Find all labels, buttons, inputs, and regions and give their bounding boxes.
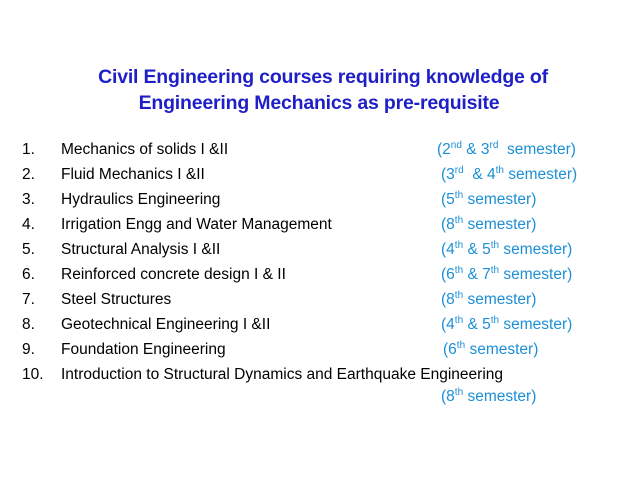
- course-number: 3.: [22, 191, 35, 208]
- course-number: 4.: [22, 216, 35, 233]
- course-name: Hydraulics Engineering: [61, 191, 221, 208]
- slide-title: [0, 64, 638, 116]
- course-semester: (6th & 7th semester): [441, 264, 573, 283]
- course-item-7: [0, 288, 638, 312]
- course-item-9: [0, 338, 638, 362]
- course-name: Introduction to Structural Dynamics and Earthquake Engineering: [61, 366, 503, 383]
- course-number: 1.: [22, 141, 35, 158]
- course-number: 10.: [22, 366, 44, 383]
- course-item-10: [0, 363, 638, 387]
- course-name: Mechanics of solids I &II: [61, 141, 229, 158]
- course-name: Fluid Mechanics I &II: [61, 166, 205, 183]
- course-item-2: [0, 163, 638, 187]
- course-name: Geotechnical Engineering I &II: [61, 316, 271, 333]
- course-number: 5.: [22, 241, 35, 258]
- course-name: Steel Structures: [61, 291, 172, 308]
- course-item-8: [0, 313, 638, 337]
- course-semester: (3rd & 4th semester): [441, 164, 578, 183]
- course-number: 8.: [22, 316, 35, 333]
- title-line-1: Civil Engineering courses requiring knowledge of: [98, 66, 548, 88]
- course-name: Irrigation Engg and Water Management: [61, 216, 332, 233]
- course-name: Foundation Engineering: [61, 341, 226, 358]
- title-line-2: Engineering Mechanics as pre-requisite: [138, 92, 500, 114]
- course-number: 7.: [22, 291, 35, 308]
- course-number: 9.: [22, 341, 35, 358]
- course-item-3: [0, 188, 638, 212]
- course-semester: (8th semester): [441, 289, 537, 308]
- course-semester: (8th semester): [441, 214, 537, 233]
- course-semester: (4th & 5th semester): [441, 239, 573, 258]
- course-number: 2.: [22, 166, 35, 183]
- course-item-5: [0, 238, 638, 262]
- course-item-1: [0, 138, 638, 162]
- course-name: Reinforced concrete design I & II: [61, 266, 286, 283]
- course-semester: (2nd & 3rd semester): [437, 139, 576, 158]
- course-item-6: [0, 263, 638, 287]
- course-number: 6.: [22, 266, 35, 283]
- course-name: Structural Analysis I &II: [61, 241, 221, 258]
- course-semester: (8th semester): [441, 386, 537, 405]
- course-semester: (4th & 5th semester): [441, 314, 573, 333]
- course-semester: (5th semester): [441, 189, 537, 208]
- course-item-4: [0, 213, 638, 237]
- course-semester: (6th semester): [443, 339, 539, 358]
